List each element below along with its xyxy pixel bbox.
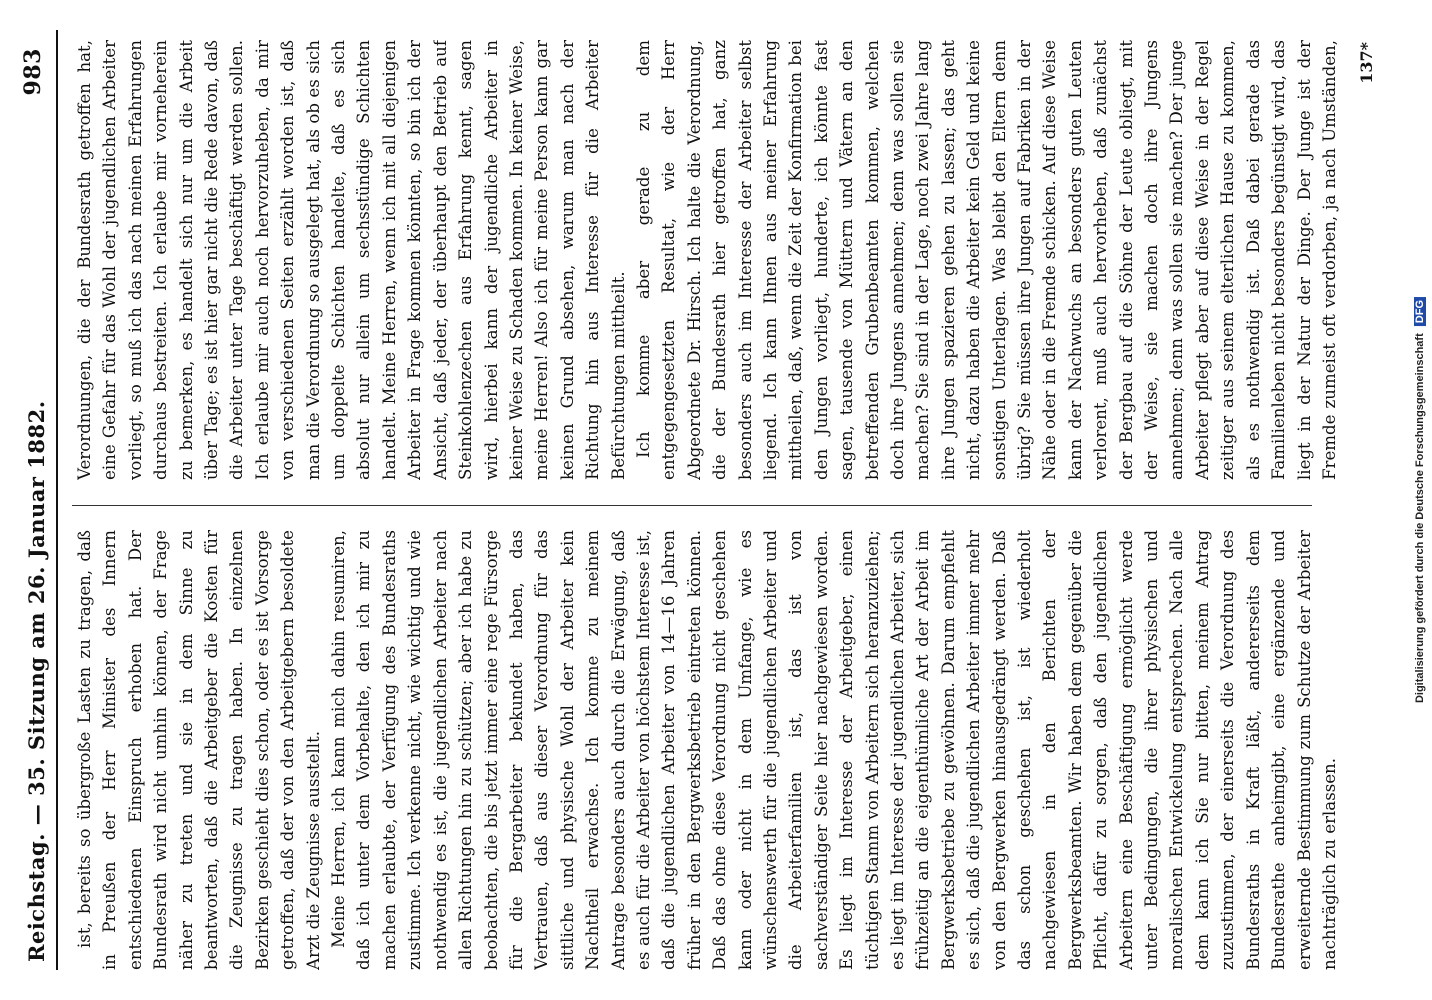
running-head: Reichstag. — 35. Sitzung am 26. Januar 1882. xyxy=(24,400,49,962)
signature-mark: 137* xyxy=(1357,42,1376,84)
paragraph: ist, bereits so übergroße Lasten zu tragen, daß in Preußen der Herr Minister des Innern entschiedenen Einspruch erhoben hat. Der Bundesrath wird nicht umhin können, der Frage näher zu treten und sie in dem Sinne zu beantworten, daß die Arbeitgeber die Kosten für die Zeugnisse zu tragen haben. In einzelnen Bezirken geschieht dies schon, oder es ist Vorsorge getroffen, daß der von den Arbeitgebern besoldete Arzt die Zeugnisse ausstellt. xyxy=(75,530,323,970)
page-header xyxy=(6,20,62,980)
paragraph: Ich komme aber gerade zu dem entgegengesetzten Resultat, wie der Herr Abgeordnete Dr. Hirsch. Ich halte die Verordnung, die der Bundesrath hier getroffen hat, ganz besonders auch im Interesse der Arbeiter selbst liegend. Ich kann Ihnen aus meiner Erfahrung mittheilen, daß, wenn die Zeit der Konfirmation bei den Jungen vorliegt, hunderte, ich könnte fast sagen, tausende von Müttern und Vätern an den betreffenden Grubenbeamten kommen, welchen doch ihre Jungens annehmen; denn was sollen sie machen? Sie sind in der Lage, noch zwei Jahre lang ihre Jungen spazieren gehen zu lassen; das geht nicht, dazu haben die Arbeiter kein Geld und keine sonstigen Unterlagen. Was bleibt den Eltern denn übrig? Sie müssen ihre Jungen auf Fabriken in der Nähe oder in die Fremde schicken. Auf diese Weise kann der Nachwuchs an besonders guten Leuten verlorent, muß auch hervorheben, daß zunächst der Bergbau auf die Söhne der Leute obliegt, mit der Weise, sie machen doch ihre Jungens annehmen; denn was sollen sie machen? Der junge Arbeiter pflegt aber auf diese Weise in der Regel zeitiger aus seinem elterlichen Hause zu kommen, als es nothwendig ist. Daß dabei gerade das Familienleben nicht besonders begünstigt wird, das liegt in der Natur der Dinge. Der Junge ist der Fremde zumeist oft verdorben, ja nach Umständen, xyxy=(633,40,1339,480)
dfg-notice-text: Digitalisierung gefördert durch die Deutsche Forschungsgemeinschaft xyxy=(1414,333,1426,704)
page-number: 983 xyxy=(20,48,46,96)
dfg-logo: DFG xyxy=(1414,297,1426,326)
left-column xyxy=(72,530,1342,970)
paragraph: Verordnungen, die der Bundesrath getroffen hat, eine Gefahr für das Wohl der jugendlichen Arbeiter vorliegt, so muß ich das nach meinen Erfahrungen durchaus bestreiten. Ich erlaube mir vorneherein zu bemerken, es handelt sich nur um die Arbeit über Tage; es ist hier gar nicht die Rede davon, daß die Arbeiter unter Tage beschäftigt werden sollen. Ich erlaube mir auch noch hervorzuheben, da mir von verschiedenen Seiten erzählt worden ist, daß man die Verordnung so ausgelegt hat, als ob es sich um doppelte Schichten handelte, daß es sich absolut nur allein um sechsstündige Schichten handelt. Meine Herren, wenn ich mit all diejenigen Arbeiter in Frage kommen könnten, so bin ich der Ansicht, daß jeder, der überhaupt den Betrieb auf Steinkohlenzechen aus Erfahrung kennt, sagen wird, hierbei kann der jugendliche Arbeiter in keiner Weise zu Schaden kommen. In keiner Weise, meine Herren! Also ich für meine Person kann gar keinen Grund absehen, warum man nach der Richtung hin aus Interesse für die Arbeiter Befürchtungen mittheilt. xyxy=(75,40,628,480)
right-column xyxy=(72,40,1342,480)
header-rule xyxy=(56,30,58,970)
dfg-notice xyxy=(1410,10,1430,990)
paragraph: Meine Herren, ich kann mich dahin resumiren, daß ich unter dem Vorbehalte, den ich mir zu machen erlaubte, der Verfügung des Bundesraths zustimme. Ich verkenne nicht, wie wichtig und wie nothwendig es ist, die jugendlichen Arbeiter nach allen Richtungen hin zu schützen; aber ich habe zu beobachten, die bis jetzt immer eine rege Fürsorge für die Bergarbeiter bekundet haben, das Vertrauen, daß aus dieser Verordnung für das sittliche und physische Wohl der Arbeiter kein Nachtheil erwachse. Ich komme zu meinem Antrage besonders auch durch die Erwägung, daß es auch für die Arbeiter von höchstem Interesse ist, daß die jugendlichen Arbeiter von 14—16 Jahren früher in den Bergwerksbetrieb eintreten können. Daß das ohne diese Verordnung nicht geschehen kann oder nicht in dem Umfange, wie es wünschenswerth für die jugendlichen Arbeiter und die Arbeiterfamilien ist, das ist von sachverständiger Seite hier nachgewiesen worden. Es liegt im Interesse der Arbeitgeber, einen tüchtigen Stamm von Arbeitern sich heranzuziehen; es liegt im Interesse der jugendlichen Arbeiter, sich frühzeitig an die eigenthümliche Art der Arbeit im Bergwerksbetriebe zu gewöhnen. Darum empfiehlt es sich, daß die jugendlichen Arbeiter immer mehr von den Bergwerken hinausgedrängt werden. Daß das schon geschehen ist, ist wiederholt nachgewiesen in den Berichten der Bergwerksbeamten. Wir haben dem gegenüber die Pflicht, dafür zu sorgen, daß den jugendlichen Arbeitern eine Beschäftigung ermöglicht werde unter Bedingungen, die ihrer physischen und moralischen Entwickelung entsprechen. Nach alle dem kann ich Sie nur bitten, meinem Antrag zuzustimmen, der einerseits die Verordnung des Bundesraths in Kraft läßt, andererseits dem Bundesrathe anheimgibt, eine ergänzende und erweiternde Bestimmung zum Schutze der Arbeiter nachträglich zu erlassen. xyxy=(329,530,1339,970)
column-divider xyxy=(72,505,1312,506)
rotated-page xyxy=(6,20,1386,980)
